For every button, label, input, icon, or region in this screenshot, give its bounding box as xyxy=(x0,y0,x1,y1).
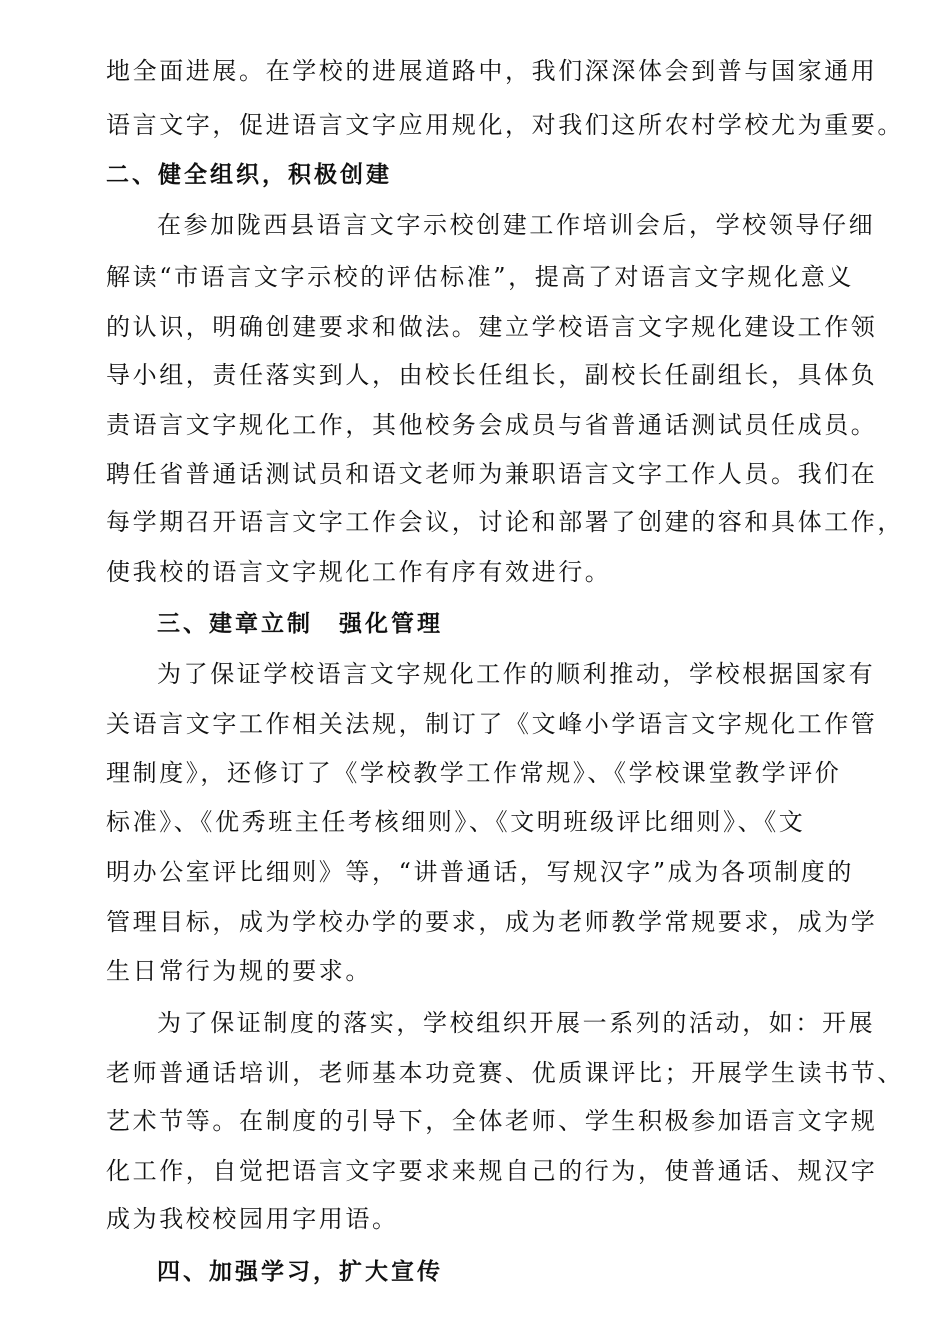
paragraph-line: 成为我校校园用字用语。 xyxy=(106,1205,399,1233)
paragraph-line: 关语言文字工作相关法规，制订了《文峰小学语言文字规化工作管 xyxy=(106,710,878,738)
paragraph-line: 明办公室评比细则》等，“讲普通话，写规汉字”成为各项制度的 xyxy=(106,858,854,886)
paragraph-line: 语言文字，促进语言文字应用规化，对我们这所农村学校尤为重要。 xyxy=(106,111,904,139)
paragraph-line: 每学期召开语言文字工作会议，讨论和部署了创建的容和具体工作， xyxy=(106,508,904,536)
paragraph-line: 聘任省普通话测试员和语文老师为兼职语言文字工作人员。我们在 xyxy=(106,460,878,488)
paragraph-line: 责语言文字规化工作，其他校务会成员与省普通话测试员任成员。 xyxy=(106,411,878,439)
section-heading-4: 四、加强学习，扩大宣传 xyxy=(157,1259,443,1285)
paragraph-line: 标准》、《优秀班主任考核细则》、《文明班级评比细则》、《文 xyxy=(106,808,806,836)
paragraph-line: 生日常行为规的要求。 xyxy=(106,957,372,985)
paragraph-line: 艺术节等。在制度的引导下，全体老师、学生积极参加语言文字规 xyxy=(106,1107,878,1135)
paragraph-line: 解读“市语言文字示校的评估标准”，提高了对语言文字规化意义 xyxy=(106,263,854,291)
paragraph-line: 老师普通话培训，老师基本功竞赛、优质课评比；开展学生读书节、 xyxy=(106,1059,904,1087)
paragraph-line: 使我校的语言文字规化工作有序有效进行。 xyxy=(106,558,612,586)
paragraph-line: 地全面进展。在学校的进展道路中，我们深深体会到普与国家通用 xyxy=(106,57,878,85)
paragraph-line: 为了保证制度的落实，学校组织开展一系列的活动，如：开展 xyxy=(157,1009,876,1037)
paragraph-line: 在参加陇西县语言文字示校创建工作培训会后，学校领导仔细 xyxy=(157,211,876,239)
paragraph-line: 导小组，责任落实到人，由校长任组长，副校长任副组长，具体负 xyxy=(106,361,878,389)
paragraph-line: 理制度》，还修订了《学校教学工作常规》、《学校课堂教学评价 xyxy=(106,759,842,787)
paragraph-line: 管理目标，成为学校办学的要求，成为老师教学常规要求，成为学 xyxy=(106,908,878,936)
paragraph-line: 的认识，明确创建要求和做法。建立学校语言文字规化建设工作领 xyxy=(106,313,878,341)
section-heading-2: 二、健全组织，积极创建 xyxy=(106,162,392,188)
paragraph-line: 化工作，自觉把语言文字要求来规自己的行为，使普通话、规汉字 xyxy=(106,1157,878,1185)
paragraph-line: 为了保证学校语言文字规化工作的顺利推动，学校根据国家有 xyxy=(157,660,876,688)
section-heading-3: 三、建章立制 强化管理 xyxy=(157,611,443,637)
